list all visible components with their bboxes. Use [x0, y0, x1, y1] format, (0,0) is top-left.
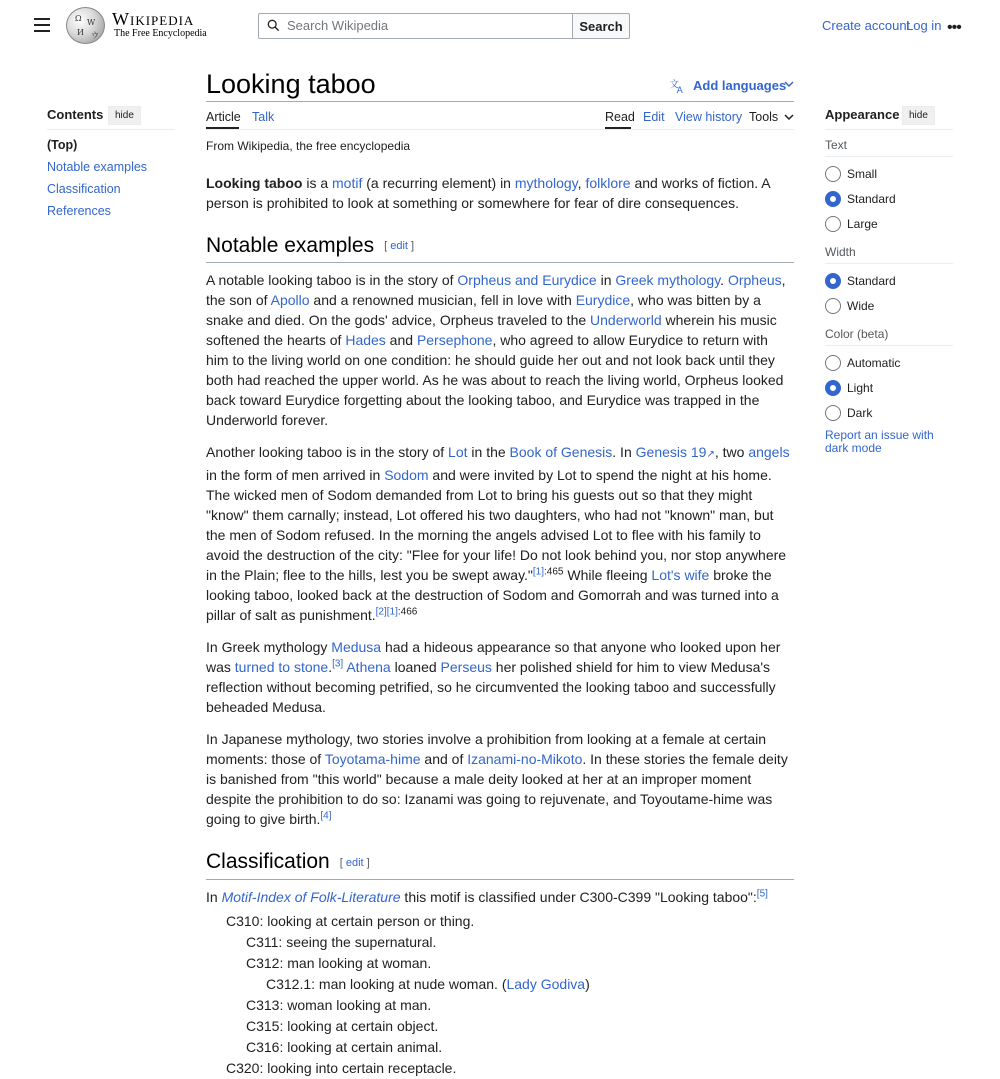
edit-section-link[interactable]: edit [345, 856, 364, 869]
list-item [266, 974, 794, 995]
link-athena[interactable]: Athena [346, 659, 391, 676]
link-izanami-no-mikoto[interactable]: Izanami-no-Mikoto [467, 751, 583, 768]
external-link-icon[interactable]: ↗ [706, 449, 715, 461]
text: , who was bitten by a snake and died. On the gods' advice, Orpheus traveled to the [206, 292, 761, 329]
citation-link[interactable]: [5] [756, 888, 768, 900]
link-underworld[interactable]: Underworld [590, 312, 662, 329]
radio-button-selected[interactable] [825, 273, 841, 289]
motif-sublist [226, 932, 794, 1058]
citation-link[interactable]: [2] [375, 606, 387, 618]
link-apollo[interactable]: Apollo [270, 292, 310, 309]
text: and a renowned musician, fell in love with [309, 292, 576, 309]
link-motif-index[interactable]: Motif-Index of Folk-Literature [221, 888, 401, 905]
list-item [226, 911, 794, 1058]
appearance-title: Appearance [825, 107, 900, 122]
text: , the son of [206, 272, 786, 309]
list-item-text: ) [585, 975, 590, 992]
tab-article[interactable]: Article [206, 110, 241, 124]
text: and were invited by Lot to spend the night at his home. The wicked men of Sodom demanded from Lot to bring his guests out so that they might "know" them carnally; instead, Lot offered his two daughters, who had not "known" man, but the men of Sodom refused. In the morning the angels advised Lot to flee with his family to avoid the destruction of the city: "Flee for your life! Do not look behind you, nor stop anywhere in the Plain; flee to the hills, lest you be swept away." [206, 467, 787, 584]
link-sodom[interactable]: Sodom [384, 467, 429, 484]
section-heading-notable-examples [206, 233, 794, 263]
tab-read[interactable]: Read [605, 110, 635, 124]
text: is a [302, 175, 333, 191]
page-title: Looking taboo [206, 69, 376, 99]
from-wikipedia-tagline: From Wikipedia, the free encyclopedia [206, 139, 411, 153]
color-divider [825, 345, 953, 346]
toc-item-classification[interactable]: Classification [47, 182, 121, 196]
bracket: ] [411, 240, 415, 253]
text: A notable looking taboo is in the story of [206, 272, 458, 289]
link-greek-mythology[interactable]: Greek mythology [615, 272, 721, 289]
color-automatic-option[interactable] [825, 354, 900, 372]
text: loaned [390, 659, 441, 676]
radio-button[interactable] [825, 166, 841, 182]
section-title: Classification [206, 850, 330, 874]
paragraph-motif-index [206, 887, 794, 907]
citation [757, 888, 768, 899]
citation-link[interactable]: [3] [332, 658, 344, 670]
text: and [385, 332, 417, 349]
list-item: C315: looking at certain object. [246, 1017, 439, 1034]
paragraph-medusa [206, 637, 794, 717]
paragraph-orpheus [206, 270, 794, 430]
section-edit [384, 240, 414, 252]
article-content [206, 136, 794, 1079]
appearance-hide-button[interactable]: hide [902, 106, 935, 125]
radio-button-selected[interactable] [825, 380, 841, 396]
text: In [206, 888, 222, 905]
text: While fleeing [563, 567, 652, 584]
edit-section-link[interactable]: edit [390, 240, 408, 253]
create-account-link[interactable]: Create account [822, 18, 911, 33]
chevron-down-icon[interactable] [784, 80, 794, 88]
citation [320, 811, 331, 822]
link-lot[interactable]: Lot [448, 444, 468, 461]
option-label: Automatic [847, 356, 901, 370]
add-languages-button[interactable]: Add languages [693, 78, 787, 93]
title-divider [206, 101, 794, 102]
search-box[interactable] [258, 13, 573, 39]
radio-button[interactable] [825, 216, 841, 232]
text: in the form of men arrived in [206, 467, 385, 484]
paragraph-japanese [206, 729, 794, 829]
tab-talk[interactable]: Talk [252, 110, 275, 124]
text: in the [467, 444, 510, 461]
text: , [577, 175, 586, 191]
section-edit [340, 857, 370, 869]
log-in-link[interactable]: Log in [906, 18, 942, 33]
width-heading: Width [825, 245, 856, 259]
link-book-of-genesis[interactable]: Book of Genesis [509, 444, 613, 461]
svg-text:文: 文 [669, 79, 680, 91]
text: wherein his music softened the hearts of [206, 312, 777, 349]
color-heading: Color (beta) [825, 327, 889, 341]
citation-page: :466 [397, 606, 418, 618]
link-folklore[interactable]: folklore [585, 175, 631, 191]
tab-view-history[interactable]: View history [675, 110, 743, 124]
link-mythology[interactable]: mythology [514, 175, 578, 191]
toc-item-notable-examples[interactable]: Notable examples [47, 160, 148, 174]
toc-title: Contents [47, 107, 104, 122]
radio-button[interactable] [825, 355, 841, 371]
wikipedia-globe-logo[interactable]: Ω W И ウ [66, 7, 105, 44]
chevron-down-icon[interactable] [784, 113, 794, 121]
intro-paragraph [206, 173, 794, 213]
option-label: Small [847, 167, 878, 181]
width-wide-option[interactable] [825, 297, 874, 315]
text: . [328, 659, 333, 676]
text: In Japanese mythology, two stories involve a prohibition from looking at a female at certain moments: those of [206, 731, 767, 768]
motif-sublist [246, 974, 794, 995]
text-size-divider [825, 156, 953, 157]
bracket: [ [384, 240, 388, 253]
text: , who agreed to allow Eurydice to return with him to the living world on one condition: he should guide her out and not look back until they both had reached the upper world. As he was about to reach the living world, Orpheus looked back toward Eurydice forgetting about the looking taboo, and Eurydice was trapped in the Underworld forever. [206, 332, 784, 429]
citation [332, 659, 343, 670]
list-item: C316: looking at certain animal. [246, 1038, 443, 1055]
link-lady-godiva[interactable]: Lady Godiva [506, 975, 586, 992]
list-item: C313: woman looking at man. [246, 996, 432, 1013]
color-dark-option[interactable] [825, 404, 872, 422]
list-item: C320: looking into certain receptacle. [226, 1059, 457, 1076]
option-label: Large [847, 217, 878, 231]
list-item-text: C312.1: man looking at nude woman. ( [266, 975, 507, 992]
report-dark-mode-link[interactable]: Report an issue with dark mode [825, 428, 934, 455]
link-eurydice[interactable]: Eurydice [575, 292, 631, 309]
wikipedia-wordmark[interactable]: Wikipedia [112, 9, 195, 29]
link-orpheus-and-eurydice[interactable]: Orpheus and Eurydice [457, 272, 597, 289]
color-light-option[interactable] [825, 379, 873, 397]
link-perseus[interactable]: Perseus [440, 659, 492, 676]
section-title: Notable examples [206, 234, 375, 257]
search-icon [267, 19, 280, 32]
paragraph-lot [206, 442, 794, 625]
text: and works of fiction. A person is prohibited to look at something or somewhere for fear of dire consequences. [206, 175, 770, 211]
bold-term: Looking taboo [206, 175, 303, 191]
radio-button[interactable] [825, 405, 841, 421]
citation-page: :465 [544, 566, 564, 578]
tabs-divider [206, 129, 794, 130]
option-label: Light [847, 381, 874, 395]
motif-list [206, 911, 794, 1079]
link-genesis-19[interactable]: Genesis 19 [635, 444, 707, 461]
list-item [246, 953, 794, 995]
text: . In these stories the female deity is banished from "this world" because a male deity looked at her at an improper moment despite the prohibition to do so: Izanami was going to rejuvenate, and Toyoutame-hime was going to give birth. [206, 751, 788, 828]
wikipedia-tagline: The Free Encyclopedia [114, 28, 207, 39]
radio-button[interactable] [825, 298, 841, 314]
toc-item-top[interactable]: (Top) [47, 138, 78, 152]
svg-text:A: A [676, 86, 683, 97]
link-persephone[interactable]: Persephone [416, 332, 493, 349]
search-button[interactable]: Search [572, 13, 630, 39]
text: her polished shield for him to view Medusa's reflection without becoming petrified, so he circumvented the looking taboo and successfully beheaded Medusa. [206, 659, 776, 716]
list-item: C311: seeing the supernatural. [246, 933, 437, 950]
option-label: Standard [847, 274, 896, 288]
link-angels[interactable]: angels [748, 444, 790, 461]
text: In Greek mythology [206, 639, 332, 656]
text: broke the looking taboo, looked back at the destruction of Sodom and Gomorrah and was turned into a pillar of salt as punishment. [206, 567, 779, 624]
link-medusa[interactable]: Medusa [331, 639, 382, 656]
option-label: Dark [847, 406, 873, 420]
citation [533, 567, 564, 578]
bracket: ] [366, 856, 370, 869]
tab-tools[interactable]: Tools [749, 110, 779, 124]
link-toyotama-hime[interactable]: Toyotama-hime [324, 751, 421, 768]
option-label: Wide [847, 299, 875, 313]
section-heading-classification [206, 849, 794, 879]
text: . In [612, 444, 636, 461]
width-standard-option[interactable] [825, 272, 896, 290]
tab-edit[interactable]: Edit [643, 110, 665, 124]
toc-divider [47, 129, 175, 130]
text: . [720, 272, 728, 289]
citation-link[interactable]: [1] [386, 606, 398, 618]
text: and of [420, 751, 468, 768]
text: in [596, 272, 616, 289]
ellipsis-icon[interactable]: ••• [947, 19, 961, 36]
link-orpheus[interactable]: Orpheus [727, 272, 782, 289]
list-item-text: C312: man looking at woman. [246, 954, 432, 971]
search-input[interactable] [287, 18, 557, 33]
text-size-heading: Text [825, 138, 848, 152]
bracket: [ [339, 856, 343, 869]
text-size-small-option[interactable] [825, 165, 877, 183]
toc-hide-button[interactable]: hide [108, 106, 141, 125]
citation-link[interactable]: [4] [320, 810, 332, 822]
main-menu-icon[interactable] [34, 18, 50, 32]
list-item-text: C310: looking at certain person or thing. [226, 912, 475, 929]
text: (a recurring element) in [362, 175, 515, 191]
appearance-divider [825, 129, 953, 130]
link-hades[interactable]: Hades [345, 332, 386, 349]
link-motif[interactable]: motif [332, 175, 363, 191]
toc-item-references[interactable]: References [47, 204, 111, 218]
link-turned-to-stone[interactable]: turned to stone [234, 659, 329, 676]
text-size-standard-option[interactable] [825, 190, 896, 208]
citation-link[interactable]: [1] [532, 566, 545, 578]
radio-button-selected[interactable] [825, 191, 841, 207]
text: Another looking taboo is in the story of [206, 444, 449, 461]
text: this motif is classified under C300-C399 "Looking taboo": [400, 888, 757, 905]
text: had a hideous appearance so that anyone who looked upon her was [206, 639, 781, 676]
text: , two [714, 444, 749, 461]
link-lots-wife[interactable]: Lot's wife [651, 567, 710, 584]
text-size-large-option[interactable] [825, 215, 878, 233]
option-label: Standard [847, 192, 896, 206]
width-divider [825, 263, 953, 264]
language-icon[interactable] [669, 78, 686, 97]
citation [376, 607, 418, 618]
